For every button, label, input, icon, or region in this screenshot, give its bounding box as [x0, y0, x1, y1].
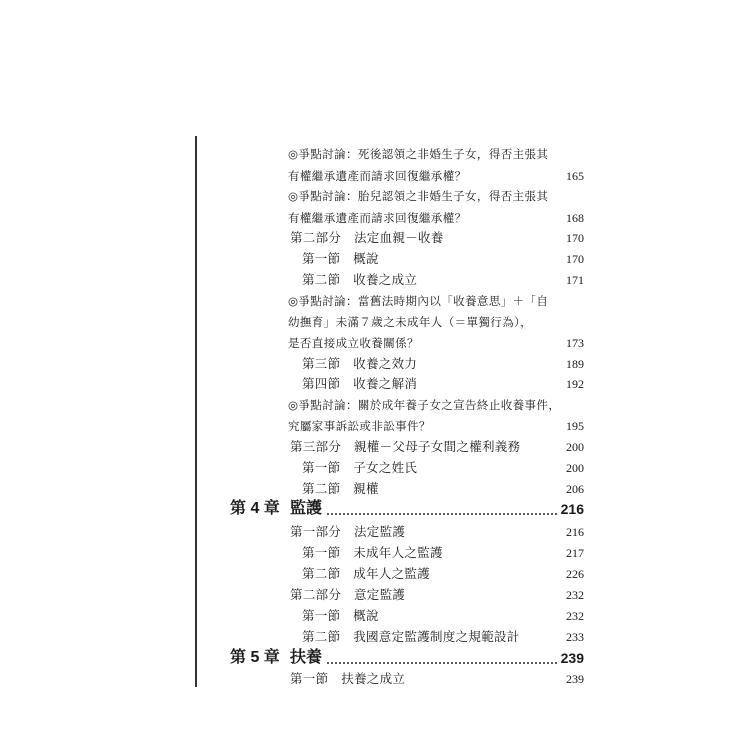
page-number: 232	[566, 588, 584, 602]
toc-entry	[0, 373, 750, 395]
page-number: 239	[566, 672, 584, 686]
page-number: 216	[566, 525, 584, 539]
page-number: 216	[560, 501, 584, 517]
entry-title: 第二節 我國意定監護制度之規範設計	[302, 630, 520, 644]
entry-title: 第二部分 法定血親－收養	[290, 231, 444, 245]
entry-title: 第一節 概說	[302, 609, 379, 623]
discussion-line	[0, 311, 750, 333]
discussion-line	[0, 143, 750, 165]
chapter-heading	[0, 496, 750, 522]
page-number: 232	[566, 609, 584, 623]
page-number: 233	[566, 630, 584, 644]
entry-title: 第二部分 意定監護	[290, 588, 406, 602]
dot-leader	[326, 662, 558, 664]
discussion-line	[0, 185, 750, 207]
entry-title: 幼撫育」未滿７歲之未成年人（＝單獨行為），	[288, 315, 533, 329]
entry-title: 是否直接成立收養關係？	[288, 336, 419, 350]
toc-entry	[0, 227, 750, 249]
entry-title: 第三部分 親權－父母子女間之權利義務	[290, 440, 521, 454]
discussion-line	[0, 415, 750, 437]
entry-title: 第二節 成年人之監護	[302, 567, 431, 581]
toc-entry	[0, 542, 750, 564]
page-number: 192	[566, 377, 584, 391]
chapter-number: 第 4 章	[230, 500, 280, 517]
entry-title: 究屬家事訴訟或非訟事件？	[288, 419, 431, 433]
page-number: 173	[566, 336, 584, 350]
toc-entry	[0, 563, 750, 585]
entry-title: 第一節 子女之姓氏	[302, 461, 418, 475]
entry-title: 第四節 收養之解消	[302, 377, 418, 391]
discussion-line	[0, 165, 750, 187]
page-number: 170	[566, 252, 584, 266]
chapter-title: 監護	[290, 500, 323, 517]
page-number: 200	[566, 461, 584, 475]
page-number: 226	[566, 567, 584, 581]
toc-entry	[0, 436, 750, 458]
page-number: 195	[566, 419, 584, 433]
entry-title: 有權繼承遺產而請求回復繼承權？	[288, 211, 467, 225]
entry-title: 第一節 未成年人之監護	[302, 546, 443, 560]
entry-title: 第二節 親權	[302, 482, 379, 496]
toc-entry	[0, 269, 750, 291]
page-number: 206	[566, 482, 584, 496]
toc-entry	[0, 521, 750, 543]
page-number: 165	[566, 169, 584, 183]
page-number: 200	[566, 440, 584, 454]
entry-title: ◎爭點討論：當舊法時期內以「收養意思」＋「自	[288, 294, 549, 308]
toc-entry	[0, 584, 750, 606]
entry-title: ◎爭點討論：胎兒認領之非婚生子女，得否主張其	[288, 189, 549, 203]
entry-title: ◎爭點討論：死後認領之非婚生子女，得否主張其	[288, 147, 549, 161]
page-number: 217	[566, 546, 584, 560]
entry-title: 有權繼承遺產而請求回復繼承權？	[288, 169, 467, 183]
toc-entry	[0, 605, 750, 627]
page-number: 171	[566, 273, 584, 287]
entry-title: 第二節 收養之成立	[302, 273, 418, 287]
entry-title: 第一節 扶養之成立	[290, 672, 406, 686]
entry-title: 第三節 收養之效力	[302, 357, 418, 371]
chapter-number: 第 5 章	[230, 649, 280, 666]
discussion-line	[0, 332, 750, 354]
chapter-title: 扶養	[290, 649, 323, 666]
dot-leader	[326, 513, 558, 515]
toc-entry	[0, 668, 750, 690]
entry-title: 第一部分 法定監護	[290, 525, 406, 539]
discussion-line	[0, 207, 750, 229]
entry-title: 第一節 概說	[302, 252, 379, 266]
page-number: 189	[566, 357, 584, 371]
page-number: 239	[560, 650, 584, 666]
toc-entry	[0, 353, 750, 375]
page-number: 168	[566, 211, 584, 225]
toc-entry	[0, 248, 750, 270]
discussion-line	[0, 290, 750, 312]
entry-title: ◎爭點討論：關於成年養子女之宣告終止收養事件，	[288, 398, 561, 412]
discussion-line	[0, 394, 750, 416]
page-number: 170	[566, 231, 584, 245]
toc-entry	[0, 457, 750, 479]
